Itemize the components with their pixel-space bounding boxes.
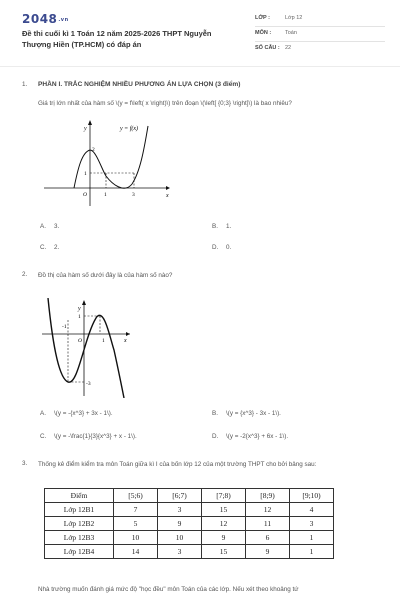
y-axis-label: y bbox=[84, 126, 87, 132]
table-cell: 4 bbox=[290, 503, 334, 517]
question-number: 3. bbox=[22, 460, 28, 467]
meta-class-label: LỚP : bbox=[255, 15, 270, 21]
question-text: Đồ thị của hàm số dưới đây là của hàm số nào? bbox=[38, 272, 173, 279]
table-cell: 3 bbox=[290, 517, 334, 531]
table-row bbox=[45, 517, 334, 531]
table-row bbox=[45, 531, 334, 545]
divider bbox=[255, 41, 385, 42]
table-cell: 3 bbox=[158, 503, 202, 517]
question-text: Giá trị lớn nhất của hàm số \(y = f\left( x \right)\) trên đoạn \(\left[ {0;3} \right]\) là bao nhiêu? bbox=[38, 100, 292, 107]
answer-option-c[interactable]: C. \(y = -\frac{1}{3}{x^3} + x - 1\). bbox=[40, 433, 137, 440]
x-axis-arrow bbox=[126, 332, 130, 336]
table-cell: 9 bbox=[158, 517, 202, 531]
table-header-cell: [9;10) bbox=[290, 489, 334, 503]
y-axis-arrow bbox=[82, 300, 86, 305]
table-cell: 12 bbox=[202, 517, 246, 531]
meta-class bbox=[255, 15, 302, 21]
x-axis-label: x bbox=[124, 338, 127, 344]
y-axis-arrow bbox=[88, 120, 92, 125]
function-curve bbox=[74, 126, 148, 188]
meta-class-value: Lớp 12 bbox=[285, 15, 303, 21]
table-cell: Lớp 12B2 bbox=[45, 517, 114, 531]
question-continuation-text: Nhà trường muốn đánh giá mức độ "học đều" môn Toán của các lớp. Nếu xét theo khoảng tứ bbox=[38, 586, 299, 593]
table-cell: 15 bbox=[202, 545, 246, 559]
answer-option-d[interactable]: D. 0. bbox=[212, 244, 232, 251]
y-axis-label: y bbox=[78, 306, 81, 312]
table-cell: 1 bbox=[290, 545, 334, 559]
table-cell: 12 bbox=[246, 503, 290, 517]
table-cell: Lớp 12B4 bbox=[45, 545, 114, 559]
table-cell: 14 bbox=[114, 545, 158, 559]
question-number: 2. bbox=[22, 271, 28, 278]
meta-count-value: 22 bbox=[285, 45, 292, 51]
table-row bbox=[45, 545, 334, 559]
tick-label-x3: 3 bbox=[132, 192, 135, 198]
answer-option-a[interactable]: A. \(y = -{x^3} + 3x - 1\). bbox=[40, 410, 113, 417]
table-cell: 10 bbox=[158, 531, 202, 545]
table-header-cell: [6;7) bbox=[158, 489, 202, 503]
answer-option-b[interactable]: B. 1. bbox=[212, 223, 232, 230]
table-cell: 9 bbox=[246, 545, 290, 559]
function-label: y = f(x) bbox=[120, 126, 139, 132]
divider bbox=[255, 26, 385, 27]
table-header-cell: [7;8) bbox=[202, 489, 246, 503]
x-axis-label: x bbox=[166, 193, 169, 199]
tick-label-y1: 1 bbox=[78, 314, 81, 320]
table-cell: 10 bbox=[114, 531, 158, 545]
section-title: PHẦN I. TRẮC NGHIỆM NHIỀU PHƯƠNG ÁN LỰA CHỌN (3 điểm) bbox=[38, 81, 241, 88]
table-cell: 1 bbox=[290, 531, 334, 545]
table-header-cell: [5;6) bbox=[114, 489, 158, 503]
origin-label: O bbox=[78, 338, 82, 344]
table-cell: 9 bbox=[202, 531, 246, 545]
exam-title: Đề thi cuối kì 1 Toán 12 năm 2025-2026 THPT Nguyễn Thượng Hiền (TP.HCM) có đáp án bbox=[22, 29, 212, 49]
function-graph-q1 bbox=[40, 118, 170, 208]
answer-option-c[interactable]: C. 2. bbox=[40, 244, 60, 251]
function-graph-q2 bbox=[38, 298, 133, 398]
answer-option-a[interactable]: A. 3. bbox=[40, 223, 60, 230]
table-header-cell: Điểm bbox=[45, 489, 114, 503]
meta-count-label: SỐ CÂU : bbox=[255, 45, 280, 51]
question-number: 1. bbox=[22, 81, 28, 88]
question-text: Thống kê điểm kiểm tra môn Toán giữa kì I của bốn lớp 12 của một trường THPT cho bởi bảng sau: bbox=[38, 461, 317, 468]
table-cell: Lớp 12B1 bbox=[45, 503, 114, 517]
table-cell: 11 bbox=[246, 517, 290, 531]
table-cell: 15 bbox=[202, 503, 246, 517]
table-cell: 5 bbox=[114, 517, 158, 531]
answer-option-b[interactable]: B. \(y = {x^3} - 3x - 1\). bbox=[212, 410, 281, 417]
table-cell: 6 bbox=[246, 531, 290, 545]
meta-subject-label: MÔN : bbox=[255, 30, 272, 36]
tick-label-x1: 1 bbox=[104, 192, 107, 198]
meta-subject-value: Toán bbox=[285, 30, 297, 36]
score-table bbox=[44, 488, 334, 559]
answer-option-d[interactable]: D. \(y = -2{x^3} + 6x - 1\). bbox=[212, 433, 289, 440]
tick-label-xm1: -1 bbox=[62, 324, 67, 330]
table-header-row bbox=[45, 489, 334, 503]
tick-label-y2: 2 bbox=[92, 147, 95, 153]
x-axis-arrow bbox=[166, 186, 170, 190]
tick-label-y1: 1 bbox=[84, 171, 87, 177]
meta-subject bbox=[255, 30, 297, 36]
table-cell: Lớp 12B3 bbox=[45, 531, 114, 545]
site-logo[interactable]: 2048.vn bbox=[22, 12, 69, 26]
tick-label-ym3: -3 bbox=[86, 381, 91, 387]
tick-label-x1: 1 bbox=[102, 338, 105, 344]
origin-label: O bbox=[83, 192, 87, 198]
page-header bbox=[0, 0, 400, 67]
table-header-cell: [8;9) bbox=[246, 489, 290, 503]
meta-count bbox=[255, 45, 291, 51]
table-row bbox=[45, 503, 334, 517]
table-cell: 3 bbox=[158, 545, 202, 559]
table-cell: 7 bbox=[114, 503, 158, 517]
